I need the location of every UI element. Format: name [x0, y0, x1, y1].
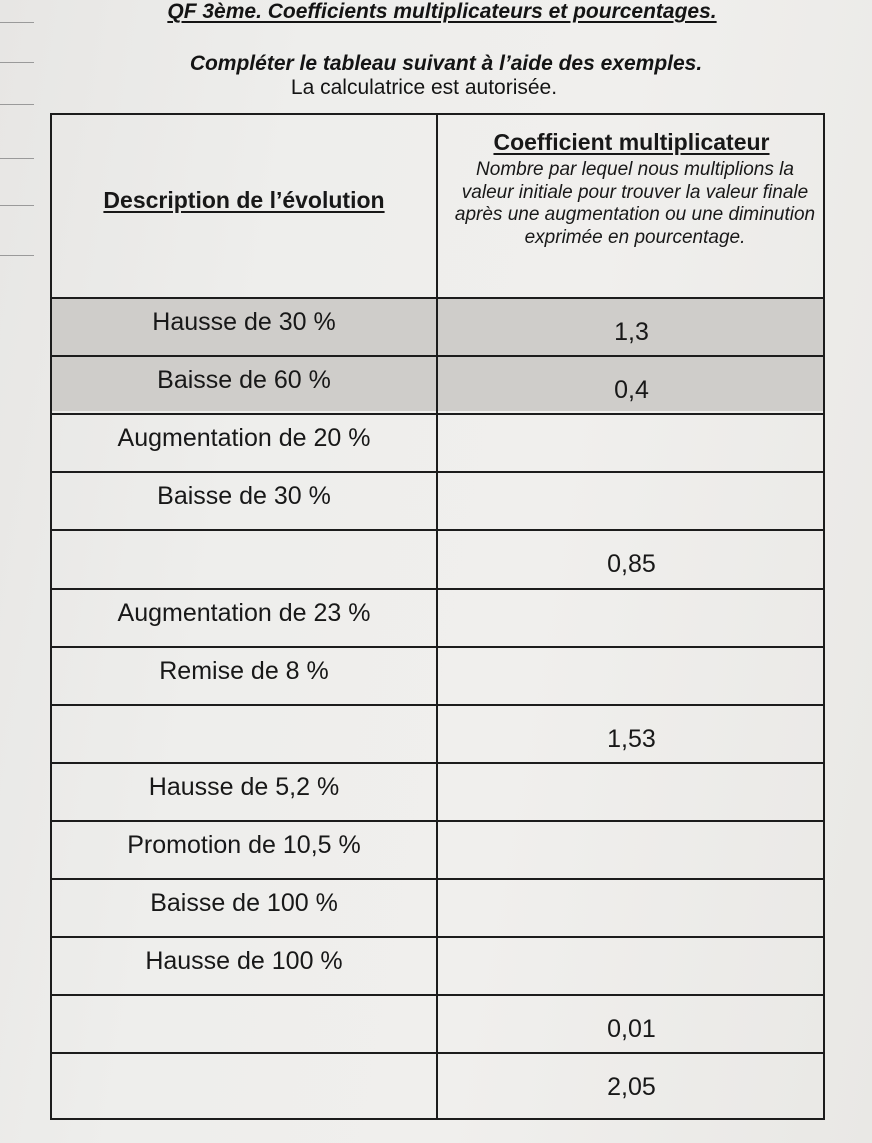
header-coefficient-title: Coefficient multiplicateur	[493, 129, 770, 155]
evolution-description-cell: Remise de 8 %	[159, 657, 329, 685]
coefficient-cell: 1,53	[607, 725, 656, 753]
evolution-description-cell: Promotion de 10,5 %	[127, 831, 361, 859]
row-divider	[52, 646, 823, 648]
evolution-description-cell: Augmentation de 23 %	[117, 599, 371, 627]
row-divider	[52, 588, 823, 590]
coefficient-cell: 0,01	[607, 1015, 656, 1043]
coefficient-cell: 0,85	[607, 550, 656, 578]
worksheet-title: QF 3ème. Coefficients multiplicateurs et pourcentages.	[167, 0, 717, 23]
evolution-description-cell: Baisse de 60 %	[157, 366, 331, 394]
margin-rule	[0, 255, 34, 256]
row-divider	[52, 355, 823, 357]
margin-rule	[0, 205, 34, 206]
row-divider	[52, 994, 823, 996]
row-divider	[52, 1052, 823, 1054]
header-coefficient-definition: Nombre par lequel nous multiplions la valeur initiale pour trouver la valeur finale après une augmentation ou une diminution exprimée en pourcentage.	[454, 159, 816, 248]
row-divider	[52, 704, 823, 706]
row-divider	[52, 820, 823, 822]
row-divider	[52, 936, 823, 938]
row-divider	[52, 297, 823, 299]
evolution-description-cell: Baisse de 100 %	[150, 889, 338, 917]
evolution-description-cell: Hausse de 30 %	[152, 308, 336, 336]
row-divider	[52, 762, 823, 764]
coefficient-cell: 2,05	[607, 1073, 656, 1101]
evolution-description-cell: Hausse de 5,2 %	[148, 773, 340, 801]
coefficients-table	[50, 113, 825, 1120]
evolution-description-cell: Hausse de 100 %	[145, 947, 343, 975]
row-divider	[52, 878, 823, 880]
margin-rule	[0, 104, 34, 105]
evolution-description-cell: Baisse de 30 %	[157, 482, 331, 510]
calculator-note: La calculatrice est autorisée.	[290, 76, 558, 99]
row-divider	[52, 529, 823, 531]
instruction-line: Compléter le tableau suivant à l’aide des exemples.	[189, 52, 703, 75]
header-description: Description de l’évolution	[103, 187, 385, 213]
coefficient-cell: 1,3	[614, 318, 649, 346]
row-divider	[52, 471, 823, 473]
column-divider	[436, 115, 438, 1118]
coefficient-cell: 0,4	[614, 376, 649, 404]
evolution-description-cell: Augmentation de 20 %	[117, 424, 371, 452]
margin-rule	[0, 158, 34, 159]
row-divider	[52, 413, 823, 415]
